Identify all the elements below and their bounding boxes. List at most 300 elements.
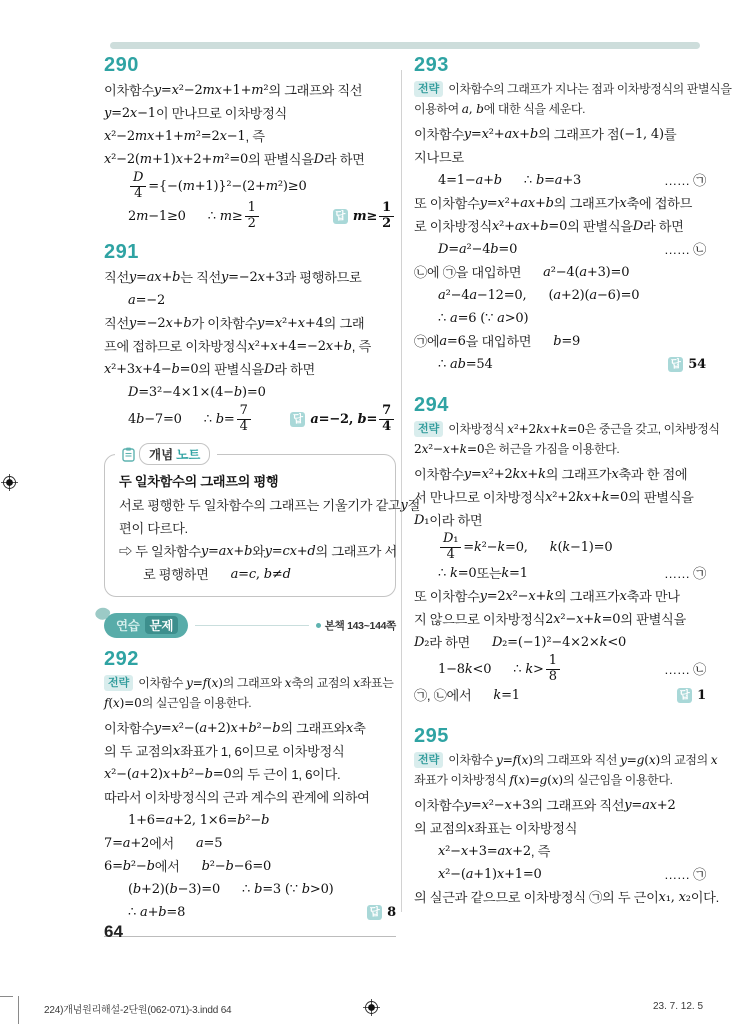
korean-text: 편이 다르다. [119, 521, 188, 537]
solution-line [414, 146, 706, 169]
korean-text: 은 중근을 갖고, 이차방정식 [584, 422, 720, 436]
korean-text: 이 만나므로 이차방정식 [155, 106, 287, 121]
page-number: 64 [104, 922, 123, 941]
math-text: y=x²+ax+b [479, 196, 554, 211]
korean-text: 축에 접하므 [626, 196, 693, 211]
korean-text: 또는 [476, 566, 502, 582]
korean-text: …… ㉠ [663, 867, 706, 883]
solution-line [414, 794, 706, 817]
korean-text: 지나므로 [414, 150, 464, 165]
math-text: x [284, 676, 292, 691]
strategy-line [104, 693, 396, 713]
problem-number: 290 [104, 54, 139, 76]
strategy-line [104, 673, 396, 693]
korean-text: 은 허근을 가짐을 이용한다. [484, 442, 620, 456]
math-text: x²+2kx+k=0 [507, 422, 585, 436]
math-text: b²−b−6=0 [201, 859, 272, 875]
korean-text: 서 만나므로 이차방정식 [414, 490, 546, 505]
math-text: a²−4a−12=0, [438, 288, 527, 303]
math-text: x²+3x+4−b=0 [104, 362, 199, 378]
solution-line [414, 123, 706, 146]
korean-text: 서로 평행한 두 일차함수의 그래프는 기울기가 같고 [119, 498, 401, 514]
solution-line [414, 585, 706, 608]
note-tag-label: 노트 [176, 448, 201, 463]
math-text: ∴ k> [513, 661, 544, 677]
footer-date: 23. 7. 12. 5 [653, 1001, 704, 1012]
korean-text: 가 이차함수 [191, 316, 258, 332]
korean-text: 축과 한 점에 [618, 467, 688, 482]
math-text: (b+2)(b−3)=0 [128, 882, 221, 898]
solution-line [414, 684, 706, 707]
fraction [379, 404, 394, 434]
footer-filename: 224)개념원리해설-2단원(062-071)-3.indd 64 [44, 1005, 232, 1016]
math-text: 7 [382, 403, 391, 419]
math-text: x²+ax+b=0 [492, 219, 568, 234]
math-text: 2 [247, 215, 256, 231]
korean-text: 의 두 교점의 [104, 744, 173, 760]
korean-text: ㉡에 ㉠을 대입하면 [414, 265, 522, 280]
math-text: 4 [239, 418, 248, 434]
right-column [414, 54, 732, 909]
answer [333, 201, 396, 231]
korean-text: 라 하면 [274, 362, 315, 378]
answer-badge: 답 [333, 209, 348, 224]
korean-text: 이차함수 [448, 753, 496, 768]
korean-text: …… ㉡ [663, 242, 706, 257]
column-divider [401, 70, 402, 912]
korean-text: 는 직선 [180, 270, 221, 286]
solution-line [414, 486, 706, 509]
math-text: y=ax+b [200, 544, 253, 560]
korean-text: 의 그래프와 직선 [268, 83, 363, 98]
clipboard-icon [122, 447, 135, 462]
math-text: x²+x+4=−2x+b [247, 339, 352, 355]
math-text: y=2x−1 [104, 106, 156, 121]
math-text: k=1 [501, 566, 528, 582]
solution-line [104, 312, 396, 335]
practice-section-header [104, 613, 396, 638]
korean-text: , 즉 [530, 844, 551, 860]
solution-line [414, 192, 706, 215]
math-text: 4 [446, 546, 455, 562]
registration-mark-left [1, 474, 18, 491]
math-text: y=x²−(a+2)x+b²−b [153, 721, 281, 737]
math-text: 2 [382, 215, 391, 231]
korean-text: 좌표는 [359, 676, 394, 691]
korean-text: 에서 [149, 836, 174, 852]
concept-note-box [104, 448, 421, 597]
math-text: 2x²−x+k=0 [545, 612, 621, 628]
strategy-note [414, 79, 732, 119]
math-text: y=f(x) [185, 676, 223, 691]
korean-text: 좌표가 이차방정식 [414, 773, 510, 788]
math-text: ∴ b=3 (∵ b>0) [242, 882, 334, 898]
korean-text: 의 그래프와 [222, 676, 285, 691]
solution-line [104, 786, 396, 809]
korean-text: 를 [663, 127, 677, 142]
math-text: y=f(x) [495, 753, 533, 768]
solution-line [414, 307, 706, 330]
korean-text: 이차함수 [138, 676, 186, 691]
column-bottom-rule [104, 936, 396, 937]
crop-mark-vertical [18, 996, 19, 1024]
korean-text: 의 판별식을 [198, 362, 264, 378]
math-text: 1 [247, 200, 256, 216]
math-text: x²−(a+1)x+1=0 [438, 867, 542, 883]
solution-line [104, 855, 396, 878]
fraction [245, 201, 259, 231]
solution-line [414, 840, 706, 863]
solution-line [414, 532, 706, 562]
korean-text: 의 실근임을 이용한다. [562, 773, 673, 788]
korean-text: 이차방정식 [448, 422, 508, 436]
problem-294 [414, 394, 720, 707]
solution-line [119, 517, 383, 540]
math-text: ∴ m≥ [207, 208, 243, 224]
practice-label-2: 문제 [145, 616, 179, 634]
math-text: D₁ [414, 513, 430, 528]
math-text: ∴ a+b=8 [128, 905, 186, 921]
math-text: y=x²+ax+b [463, 127, 538, 142]
answer [677, 684, 706, 707]
solution-line [104, 740, 396, 763]
problem-290 [104, 54, 396, 231]
solution-line [414, 330, 706, 353]
math-text: D=3²−4×1×(4−b)=0 [128, 385, 266, 401]
korean-text: 좌표가 1, 6이므로 이차방정식 [180, 744, 345, 760]
solution-line [414, 562, 706, 585]
book-dot-icon [316, 623, 321, 628]
math-text: f(x)=0 [104, 696, 142, 711]
answer [668, 353, 706, 376]
math-text: b=9 [553, 334, 581, 349]
solution-line [104, 335, 396, 358]
korean-text: 로 이차방정식 [414, 219, 492, 234]
korean-text: 지 않으므로 이차방정식 [414, 612, 546, 628]
math-text: x [172, 744, 181, 760]
problem-number: 292 [104, 648, 139, 671]
math-text: 4b−7=0 [128, 411, 182, 427]
math-text: 8 [548, 668, 557, 684]
math-text: a=6 [439, 334, 466, 349]
reference-mark [664, 562, 706, 585]
korean-text: 의 그래프와 직선 [530, 798, 625, 814]
page-top-accent-bar [110, 42, 700, 49]
solution-line [414, 863, 706, 886]
korean-text: 축 [353, 721, 366, 737]
math-text: 1−8k<0 [438, 661, 492, 677]
math-text: D=a²−4b=0 [438, 242, 518, 257]
math-text: y=x²+x+4 [257, 316, 324, 332]
korean-text: …… ㉠ [663, 173, 706, 188]
math-text: x²+2kx+k=0 [545, 490, 629, 505]
math-text: y=ax+2 [624, 798, 676, 814]
strategy-line [414, 99, 706, 119]
solution-line [104, 201, 396, 231]
math-text: x [467, 821, 475, 837]
korean-text: 의 그래프가 [545, 467, 612, 482]
fraction [440, 532, 461, 562]
fraction [379, 201, 394, 231]
solution-line [414, 215, 706, 238]
korean-text: 의 그래프가 [553, 589, 620, 605]
solution-line [104, 717, 396, 740]
math-text: y=cx+d [264, 544, 316, 560]
korean-text: 프에 접하므로 이차방정식 [104, 339, 248, 355]
korean-text: 의 판별식을 [628, 490, 694, 505]
strategy-line [414, 79, 732, 99]
korean-text: 의 그래 [323, 316, 365, 332]
korean-text: ㉠, ㉡에서 [414, 688, 472, 704]
practice-header-rule [195, 625, 309, 626]
math-text: x₁, x₂ [658, 890, 691, 906]
concept-tag-label: 개념 [149, 448, 174, 463]
korean-text: …… ㉡ [663, 661, 706, 677]
math-text: k(k−1)=0 [549, 539, 613, 555]
concept-note-body [119, 494, 421, 586]
korean-text: ⇨ 두 일차함수 [119, 544, 201, 560]
korean-text: 에 대한 식을 세운다. [483, 102, 586, 116]
korean-text: 에서 [154, 859, 180, 875]
math-text: 4 [134, 185, 143, 201]
problem-number: 295 [414, 725, 449, 748]
reference-mark [664, 658, 706, 681]
korean-text: 축과 만나 [626, 589, 680, 605]
problem-295 [414, 725, 719, 909]
math-text: D [133, 170, 144, 185]
solution-line [104, 125, 396, 148]
solution-line [414, 353, 706, 376]
strategy-note [414, 419, 720, 459]
korean-text: 라 하면 [323, 152, 365, 167]
solution-line [104, 171, 396, 201]
math-text: x [619, 196, 627, 211]
math-text: ∴ k=0 [438, 566, 477, 582]
solution-line [104, 901, 396, 924]
solution-line [104, 148, 396, 171]
korean-text: 또 이차함수 [414, 589, 480, 605]
math-text: a=5 [195, 836, 223, 852]
strategy-badge: 전략 [414, 81, 443, 97]
answer-badge: 답 [290, 412, 305, 427]
math-text: 2x²−x+k=0 [414, 442, 485, 456]
math-text: m≥ [352, 208, 378, 224]
korean-text: 축의 교점의 [291, 676, 354, 691]
korean-text: 따라서 이차방정식의 근과 계수의 관계에 의하여 [104, 790, 370, 806]
solution-line [414, 886, 719, 909]
math-text: y=x²−x+3 [463, 798, 531, 814]
math-text: ∴ b=a+3 [523, 173, 582, 188]
korean-text: 의 판별식을 [567, 219, 633, 234]
math-text: x²−(a+2)x+b²−b=0 [104, 767, 232, 783]
math-text: 54 [688, 357, 706, 372]
korean-text: 이용하여 [414, 102, 462, 116]
math-text: x [710, 753, 718, 768]
math-text: D [313, 152, 324, 167]
solution-line [119, 540, 397, 563]
math-text: y=x²+2kx+k [463, 467, 546, 482]
reference-mark [664, 238, 706, 261]
korean-text: 절 [407, 498, 421, 514]
korean-text: 로 평행하면 [143, 567, 209, 583]
strategy-line [414, 439, 706, 459]
math-text: D₂ [414, 635, 430, 651]
korean-text: 의 그래프와 [280, 721, 346, 737]
korean-text: 직선 [104, 316, 129, 332]
strategy-line [414, 750, 718, 770]
math-text: x [345, 721, 354, 737]
math-text: D₁ [443, 531, 459, 546]
answer-badge: 답 [367, 905, 382, 920]
math-text: y=g(x) [619, 753, 661, 768]
math-text: x [619, 589, 627, 605]
math-text: k=1 [493, 688, 520, 704]
problem-number: 294 [414, 394, 449, 416]
solution-line [414, 261, 706, 284]
math-text: ∴ b= [203, 411, 235, 427]
strategy-line [414, 770, 706, 790]
book-page-reference: 본책 143~144쪽 [324, 620, 396, 633]
solution-line [104, 809, 396, 832]
math-text: y [400, 498, 408, 514]
problem-292 [104, 648, 396, 924]
math-text: 7 [239, 403, 248, 419]
concept-note-header [115, 443, 217, 465]
math-text: 8 [387, 905, 396, 921]
solution-line [414, 463, 706, 486]
math-text: 1 [697, 688, 706, 704]
solution-line [414, 631, 706, 654]
strategy-note [414, 750, 718, 790]
korean-text: 의 실근임을 이용한다. [141, 696, 252, 711]
korean-text: 을 대입하면 [465, 334, 532, 349]
korean-text: 이차함수의 그래프가 지나는 점과 이차방정식의 판별식을 [448, 82, 732, 96]
korean-text: 의 그래프가 점 [538, 127, 620, 142]
fraction [237, 404, 251, 434]
solution-line [414, 238, 706, 261]
solution-line [104, 266, 396, 289]
math-text: x²−2mx+1+m²=2x−1 [104, 129, 246, 144]
strategy-line [414, 419, 720, 439]
strategy-badge: 전략 [414, 421, 443, 437]
korean-text: 이차함수 [414, 467, 464, 482]
math-text: y=x²−2mx+1+m² [153, 83, 269, 98]
math-text: D [632, 219, 643, 234]
korean-text: 라 하면 [429, 635, 470, 651]
math-text: a=−2 [128, 293, 166, 309]
math-text: a=−2, b= [310, 411, 378, 427]
math-text: y=2x²−x+k [479, 589, 554, 605]
math-text: y=ax+b [128, 270, 181, 286]
math-text: 4=1−a+b [438, 173, 502, 188]
concept-note-title: 두 일차함수의 그래프의 평행 [119, 474, 279, 490]
solution-line [104, 289, 396, 312]
math-text: 2m−1≥0 [128, 208, 186, 224]
math-text: 6=b²−b [104, 859, 155, 875]
solution-line [104, 79, 396, 102]
korean-text: 직선 [104, 270, 129, 286]
answer-badge: 답 [668, 357, 683, 372]
math-text: ∴ ab=54 [438, 357, 493, 372]
fraction [546, 654, 560, 684]
math-text: ={−(m+1)}²−(2+m²)≥0 [148, 178, 307, 194]
concept-note-tag [139, 443, 210, 465]
solution-line [104, 102, 396, 125]
registration-mark-bottom [363, 999, 380, 1016]
reference-mark [664, 169, 706, 192]
math-text: 1 [548, 653, 557, 669]
left-column [104, 54, 421, 937]
answer-badge: 답 [677, 688, 692, 703]
korean-text: 이차함수 [104, 83, 154, 98]
math-text: 4 [382, 418, 391, 434]
reference-mark [664, 863, 706, 886]
math-text: y=−2x+b [128, 316, 192, 332]
korean-text: 의 교점의 [414, 821, 468, 837]
fraction [130, 171, 146, 201]
math-text: y=−2x+3 [220, 270, 284, 286]
math-text: x²−2(m+1)x+2+m²=0 [104, 152, 249, 167]
korean-text: 좌표는 이차방정식 [474, 821, 578, 837]
math-text: x [353, 676, 360, 691]
solution-line [414, 654, 706, 684]
strategy-badge: 전략 [414, 752, 443, 768]
korean-text: 이차함수 [414, 127, 464, 142]
problem-293 [414, 54, 732, 376]
math-text: (a+2)(a−6)=0 [548, 288, 640, 303]
math-text: x [611, 467, 619, 482]
korean-text: 의 그래프가 서 [315, 544, 397, 560]
korean-text: 의 두 근이 1, 6이다. [231, 767, 341, 783]
strategy-badge: 전략 [104, 675, 133, 691]
solution-line [414, 284, 706, 307]
math-text: x²−x+3=ax+2 [438, 844, 531, 860]
solution-line [104, 358, 396, 381]
korean-text: 이차함수 [414, 798, 464, 814]
korean-text: 의 판별식을 [620, 612, 686, 628]
korean-text: 라 하면 [642, 219, 684, 234]
korean-text: 와 [252, 544, 265, 560]
korean-text: , 즉 [351, 339, 371, 355]
solution-line [104, 381, 396, 404]
solution-line [104, 878, 396, 901]
korean-text: 과 평행하므로 [283, 270, 362, 286]
math-text: 7=a+2 [104, 836, 150, 852]
korean-text: 의 그래프와 직선 [532, 753, 620, 768]
korean-text: , 즉 [245, 129, 265, 144]
solution-line [414, 509, 706, 532]
math-text: D₂=(−1)²−4×2×k<0 [491, 635, 627, 651]
math-text: D [263, 362, 275, 378]
crop-mark-horizontal [0, 996, 13, 997]
answer [290, 404, 396, 434]
solution-line [414, 608, 706, 631]
solution-line [104, 763, 396, 786]
practice-pill [104, 613, 188, 638]
korean-text: 의 교점의 [660, 753, 711, 768]
korean-text: 또 이차함수 [414, 196, 480, 211]
korean-text: ㉠에 [414, 334, 440, 349]
korean-text: 의 판별식을 [248, 152, 314, 167]
practice-label-1: 연습 [116, 619, 140, 634]
korean-text: 이다. [690, 890, 719, 906]
math-text: ∴ a=6 (∵ a>0) [438, 311, 529, 326]
solution-line [104, 832, 396, 855]
math-text: =k²−k=0, [463, 539, 528, 555]
solution-line [414, 817, 706, 840]
math-text: a²−4(a+3)=0 [543, 265, 630, 280]
solution-line [119, 563, 383, 586]
